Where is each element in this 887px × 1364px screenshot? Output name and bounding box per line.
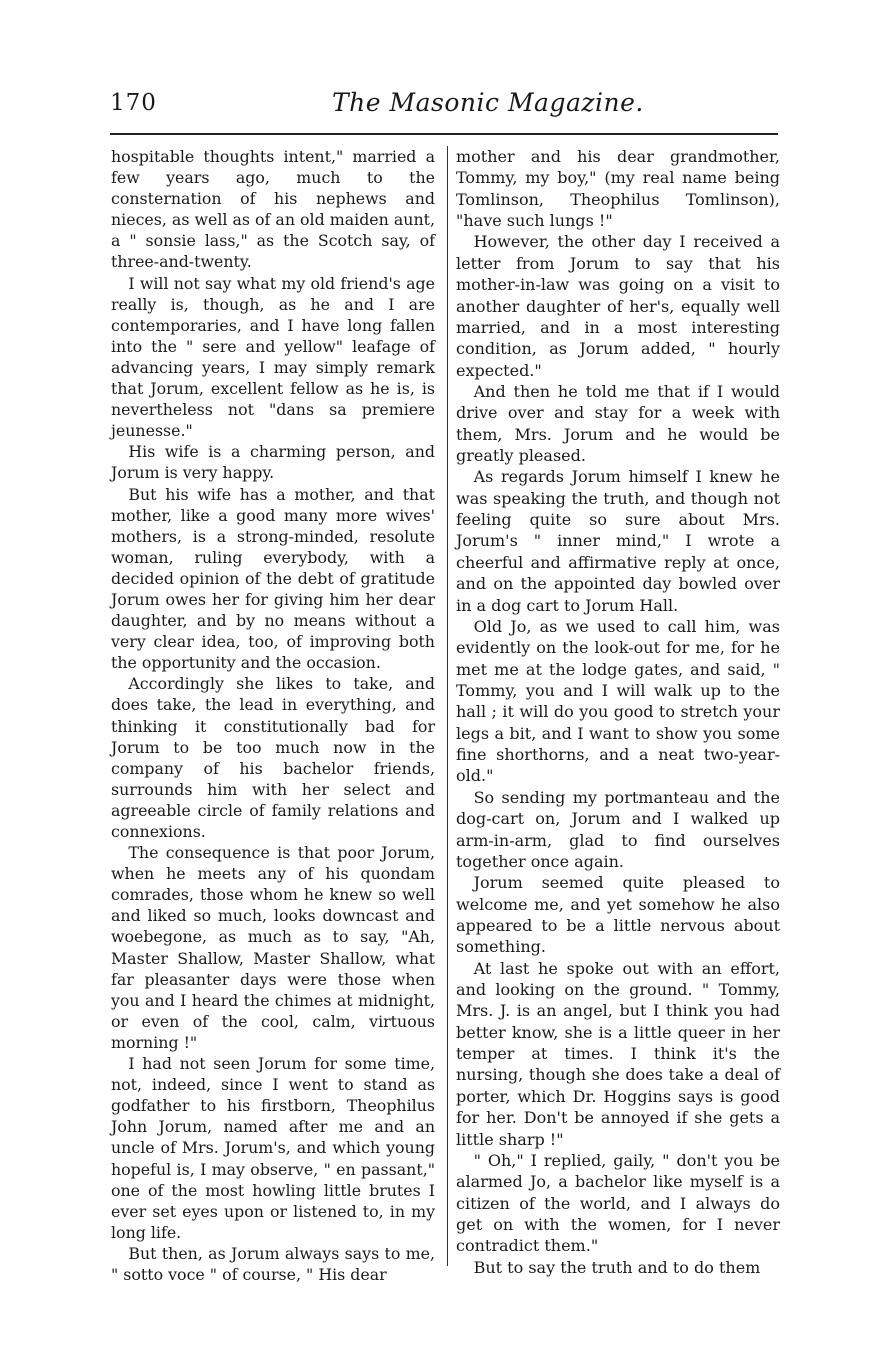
paragraph: The consequence is that poor Jorum, when he meets any of his quondam comrades, those whom he knew so well and liked so much, looks downcast and woebegone, as much as to say, "Ah, Master Shallow, Master Shallow, what far pleasanter days were those when you and I heard the chimes at midnight, or even of the cool, calm, virtuous morning !" bbox=[111, 843, 435, 1052]
paragraph: So sending my portmanteau and the dog-cart on, Jorum and I walked up arm-in-arm, glad to find ourselves together once again. bbox=[456, 787, 780, 871]
left-column bbox=[111, 146, 435, 1285]
paragraph: But to say the truth and to do them bbox=[473, 1257, 761, 1277]
column-divider bbox=[447, 146, 448, 1266]
paragraph: At last he spoke out with an effort, and looking on the ground. " Tommy, Mrs. J. is an angel, but I think you had better know, she is a little queer in her temper at times. I think it's the nursing, though she does take a deal of porter, which Dr. Hoggins says is good for her. Don't be annoyed if she gets a little sharp !" bbox=[456, 958, 780, 1149]
header-rule bbox=[110, 133, 778, 135]
paragraph: " Oh," I replied, gaily, " don't you be alarmed Jo, a bachelor like myself is a citizen of the world, and I always do get on with the women, for I never contradict them." bbox=[456, 1150, 780, 1256]
paragraph: His wife is a charming person, and Jorum is very happy. bbox=[111, 442, 435, 483]
paragraph: mother and his dear grandmother, Tommy, my boy," (my real name being Tomlinson, Theophilus Tomlinson), "have such lungs !" bbox=[456, 147, 780, 231]
magazine-title: The Masonic Magazine. bbox=[332, 88, 644, 117]
page-header bbox=[110, 88, 780, 128]
paragraph: And then he told me that if I would drive over and stay for a week with them, Mrs. Jorum and he would be greatly pleased. bbox=[456, 381, 780, 466]
paragraph: As regards Jorum himself I knew he was speaking the truth, and though not feeling quite so sure about Mrs. Jorum's " inner mind," I wrote a cheerful and affirmative reply at once, and on the appointed day bowled over in a dog cart to Jorum Hall. bbox=[456, 467, 780, 615]
paragraph: Old Jo, as we used to call him, was evidently on the look-out for me, for he met me at the lodge gates, and said, " Tommy, you and I will walk up to the hall ; it will do you good to stretch your legs a bit, and I want to show you some fine shorthorns, and a neat two-year-old." bbox=[456, 616, 780, 786]
paragraph: I will not say what my old friend's age really is, though, as he and I are contemporaries, and I have long fallen into the " sere and yellow" leafage of advancing years, I may simply remark that Jorum, excellent fellow as he is, is nevertheless not "dans sa premiere jeunesse." bbox=[111, 273, 435, 441]
paragraph: Jorum seemed quite pleased to welcome me, and yet somehow he also appeared to be a little nervous about something. bbox=[456, 873, 780, 957]
page-number: 170 bbox=[110, 90, 157, 116]
paragraph: However, the other day I received a letter from Jorum to say that his mother-in-law was going on a visit to another daughter of her's, equally well married, and in a most interesting condition, as Jorum added, " hourly expected." bbox=[456, 232, 780, 380]
right-column bbox=[456, 146, 780, 1278]
paragraph: I had not seen Jorum for some time, not, indeed, since I went to stand as godfather to his firstborn, Theophilus John Jorum, named after me and an uncle of Mrs. Jorum's, and which young hopeful is, I may observe, " en passant," one of the most howling little brutes I ever set eyes upon or listened to, in my long life. bbox=[111, 1054, 435, 1242]
paragraph: But then, as Jorum always says to me, " sotto voce " of course, " His dear bbox=[111, 1243, 435, 1284]
paragraph: But his wife has a mother, and that mother, like a good many more wives' mothers, is a strong-minded, resolute woman, ruling everybody, with a decided opinion of the debt of gratitude Jorum owes her for giving him her dear daughter, and by no means without a very clear idea, too, of improving both the opportunity and the occasion. bbox=[111, 484, 435, 673]
paragraph: Accordingly she likes to take, and does take, the lead in everything, and thinking it constitutionally bad for Jorum to be too much now in the company of his bachelor friends, surrounds him with her select and agreeable circle of family relations and connexions. bbox=[111, 674, 435, 841]
paragraph: hospitable thoughts intent," married a few years ago, much to the consternation of his nephews and nieces, as well as of an old maiden aunt, a " sonsie lass," as the Scotch say, of three-and-twenty. bbox=[111, 147, 435, 272]
